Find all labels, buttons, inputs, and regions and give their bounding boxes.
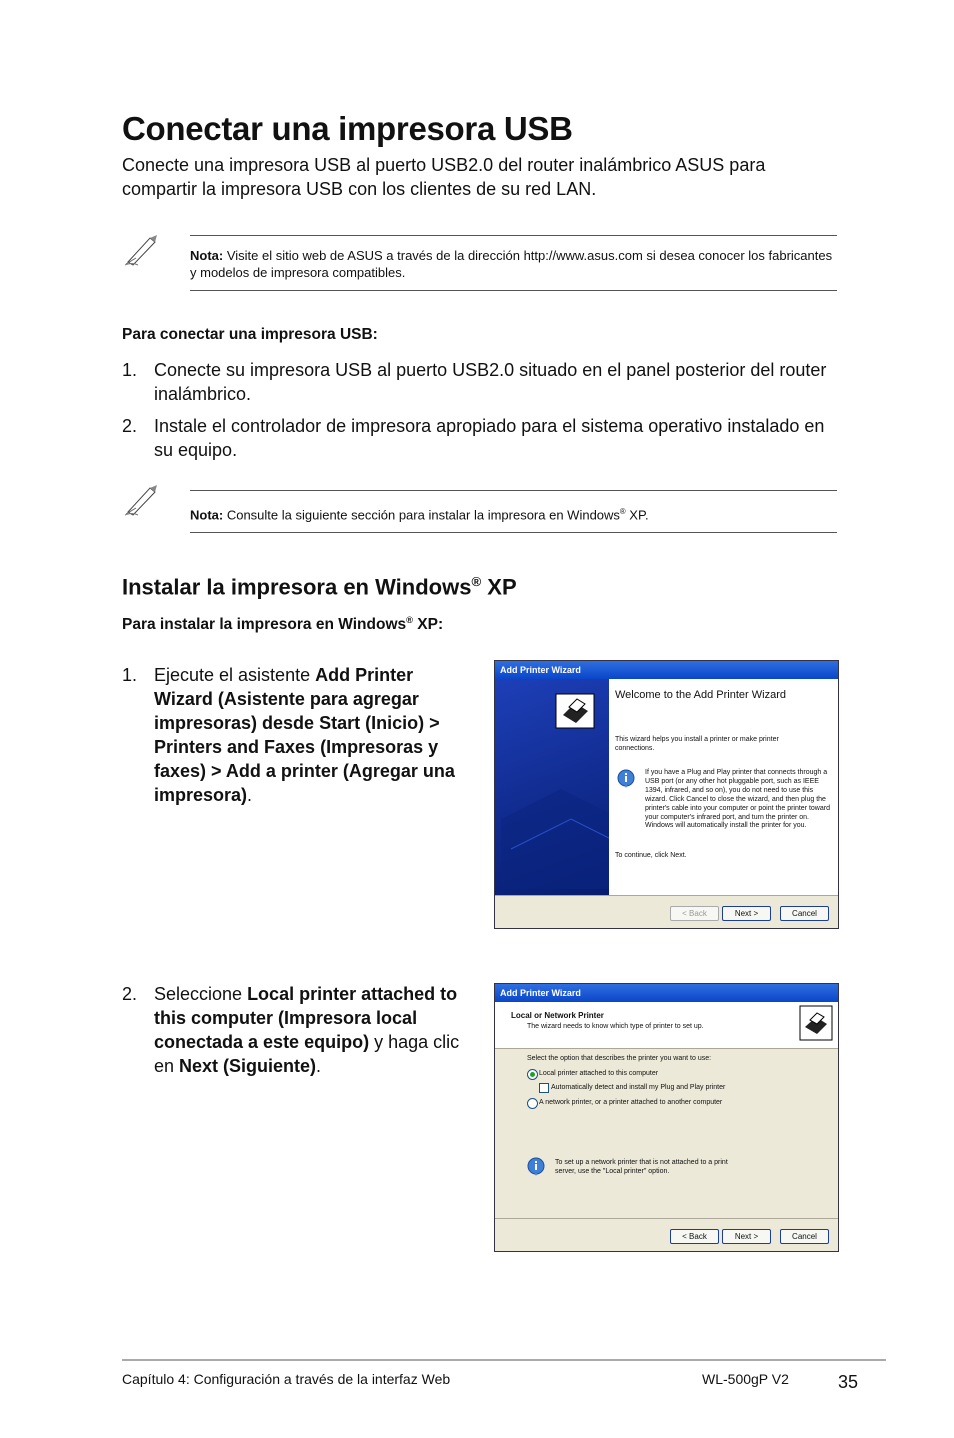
wizard-welcome-screenshot: [494, 660, 839, 929]
step-text: Ejecute el asistente Add Printer Wizard (Asistente para agregar impresoras) desde Start (Inicio) > Printers and Faxes (Impresoras y faxes) > Add a printer (Agregar una impresora).: [154, 665, 455, 805]
back-button[interactable]: < Back: [670, 906, 719, 921]
connect-steps: [122, 358, 834, 470]
intro-paragraph: Conecte una impresora USB al puerto USB2.0 del router inalámbrico ASUS para compartir la impresora USB con los clientes de su red LAN.: [122, 155, 766, 199]
wizard-continue-text: To continue, click Next.: [615, 852, 687, 859]
decorative-printer-graphic: [501, 759, 611, 889]
note-text: Consulte la siguiente sección para instalar la impresora en Windows: [223, 507, 620, 523]
win-step-1: [122, 663, 467, 807]
window-titlebar: Add Printer Wizard: [495, 984, 838, 1002]
next-button[interactable]: Next >: [722, 906, 771, 921]
info-icon: [617, 769, 635, 789]
step-text: Seleccione Local printer attached to this computer (Impresora local conectada a este equipo) y haga clic en Next (Siguiente).: [154, 984, 460, 1076]
wizard-info-text: If you have a Plug and Play printer that connects through a USB port (or any other hot pluggable port, such as IEEE 1394, infrared, and so on), you do not need to use this wizard. Click Cancel to close the wizard, and then plug the printer's cable into your computer or point the printer toward your computer's infrared port, and turn the printer on. Windows will automatically install the printer for you.: [645, 769, 830, 830]
next-button[interactable]: Next >: [722, 1229, 771, 1244]
page-title: Conectar una impresora USB: [122, 110, 573, 147]
note-box-1: [190, 235, 837, 291]
auto-detect-label[interactable]: Automatically detect and install my Plug and Play printer: [551, 1084, 726, 1091]
printer-icon: [555, 693, 595, 729]
registered-mark: ®: [619, 507, 626, 516]
local-printer-label[interactable]: Local printer attached to this computer: [539, 1070, 659, 1077]
step-number: 2.: [122, 984, 138, 1004]
section-subheading: Para instalar la impresora en Windows® XP:: [122, 615, 444, 634]
local-printer-radio[interactable]: [527, 1069, 538, 1080]
button-divider: [495, 1218, 838, 1219]
note-text: Visite el sitio web de ASUS a través de la dirección http://www.asus.com si desea conocer los fabricantes y modelos de impresora compatibles.: [190, 248, 833, 280]
pen-note-icon: [124, 482, 160, 516]
auto-detect-checkbox[interactable]: [539, 1083, 549, 1093]
wizard-header-subtitle: The wizard needs to know which type of printer to set up.: [527, 1023, 704, 1030]
network-printer-label[interactable]: A network printer, or a printer attached to another computer: [539, 1099, 723, 1106]
back-button[interactable]: < Back: [670, 1229, 719, 1244]
footer-chapter: Capítulo 4: Configuración a través de la interfaz Web: [122, 1371, 451, 1387]
note-label: Nota:: [190, 248, 224, 263]
pen-note-icon: [124, 232, 160, 266]
win-step-2: [122, 982, 467, 1078]
footer-divider: [122, 1359, 886, 1361]
wizard-header: [495, 1002, 838, 1049]
wizard-prompt: Select the option that describes the printer you want to use:: [527, 1055, 712, 1062]
wizard-heading: Welcome to the Add Printer Wizard: [615, 689, 786, 701]
footer-model: WL-500gP V2: [702, 1371, 789, 1387]
wizard-header-title: Local or Network Printer: [511, 1011, 604, 1020]
note-box-2: [190, 490, 837, 533]
window-titlebar: Add Printer Wizard: [495, 661, 838, 679]
wizard-info-text: To set up a network printer that is not attached to a print server, use the "Local printer" option.: [555, 1159, 728, 1175]
printer-icon: [799, 1005, 833, 1041]
button-divider: [495, 895, 838, 896]
section-title: Instalar la impresora en Windows® XP: [122, 574, 517, 600]
step-item: [122, 358, 834, 406]
wizard-local-network-screenshot: [494, 983, 839, 1252]
step-number: 1.: [122, 665, 138, 685]
cancel-button[interactable]: Cancel: [780, 906, 829, 921]
connect-heading: Para conectar una impresora USB:: [122, 326, 378, 343]
step-number: 1.: [122, 360, 138, 380]
info-icon: [527, 1157, 545, 1177]
wizard-side-panel: [495, 679, 609, 895]
step-item: [122, 414, 834, 462]
step-number: 2.: [122, 416, 138, 436]
network-printer-radio[interactable]: [527, 1098, 538, 1109]
note-text-end: XP.: [625, 507, 649, 523]
cancel-button[interactable]: Cancel: [780, 1229, 829, 1244]
wizard-intro: This wizard helps you install a printer or make printer connections.: [615, 736, 779, 752]
page-number: 35: [838, 1372, 859, 1392]
step-text: Instale el controlador de impresora apropiado para el sistema operativo instalado en su equipo.: [154, 416, 825, 460]
step-text: Conecte su impresora USB al puerto USB2.0 situado en el panel posterior del router inalámbrico.: [154, 360, 827, 404]
note-label: Nota:: [190, 507, 224, 523]
wizard-content: [609, 679, 838, 895]
